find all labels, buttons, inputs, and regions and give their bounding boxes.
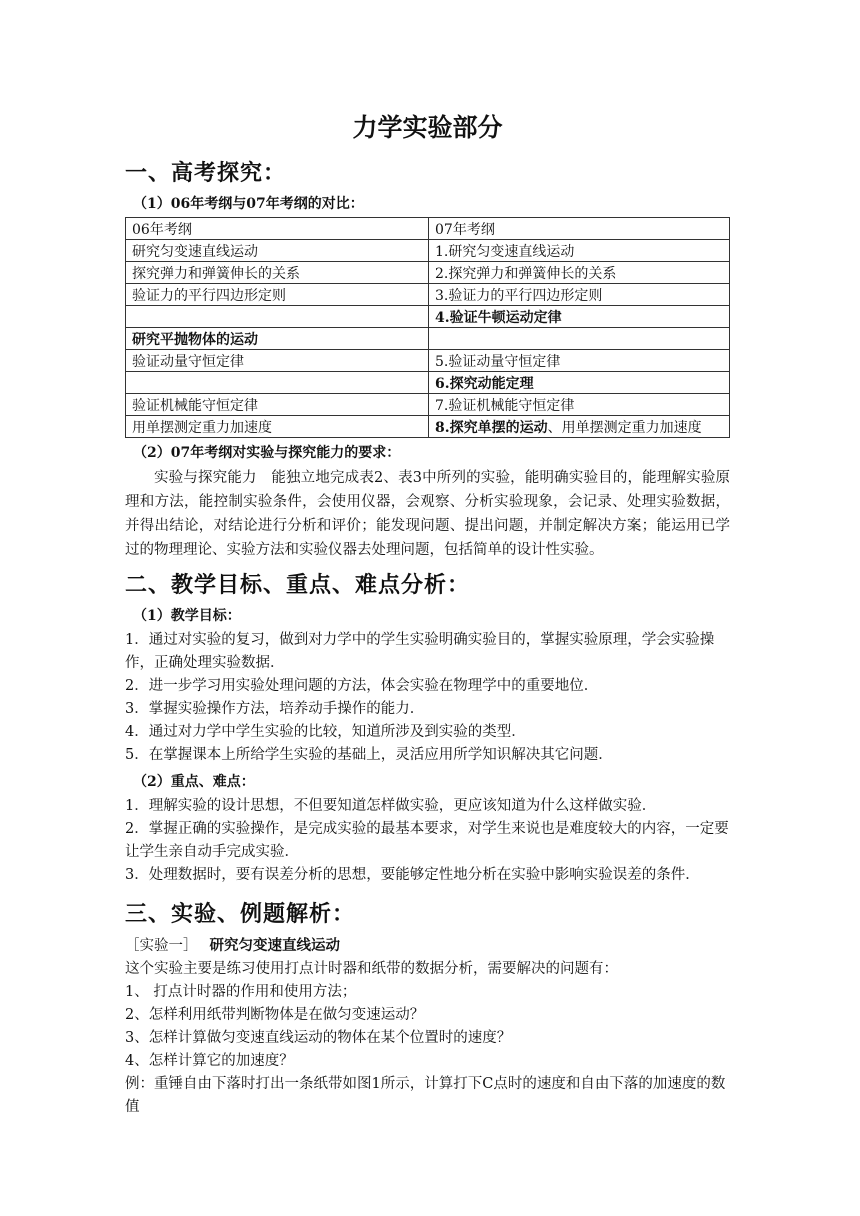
table-row xyxy=(126,284,730,306)
table-row xyxy=(126,306,730,328)
table-cell-rest: 、用单摆测定重力加速度 xyxy=(547,419,702,436)
table-cell: 4.验证牛顿运动定律 xyxy=(429,306,730,328)
table-cell: 验证动量守恒定律 xyxy=(126,350,429,372)
section1-heading: 一、高考探究： xyxy=(125,161,287,186)
goal-item: 2．进一步学习用实验处理问题的方法，体会实验在物理学中的重要地位． xyxy=(125,678,599,694)
table-cell: 6.探究动能定理 xyxy=(429,372,730,394)
section1-sub1: （1）06年考纲与07年考纲的对比： xyxy=(133,196,364,212)
key-item: 1．理解实验的设计思想，不但要知道怎样做实验，更应该知道为什么这样做实验． xyxy=(125,798,657,814)
section2-sub2: （2）重点、难点： xyxy=(133,774,255,790)
table-cell-bold: 8.探究单摆的运动 xyxy=(435,419,548,436)
table-row xyxy=(126,350,730,372)
experiment-name: 研究匀变速直线运动 xyxy=(209,937,340,954)
table-row xyxy=(126,240,730,262)
table-cell: 2.探究弹力和弹簧伸长的关系 xyxy=(429,262,730,284)
table-cell: 5.验证动量守恒定律 xyxy=(429,350,730,372)
experiment-line: 1、 打点计时器的作用和使用方法； xyxy=(125,984,357,1000)
section3-heading: 三、实验、例题解析： xyxy=(125,902,356,927)
table-cell xyxy=(126,306,429,328)
table-row xyxy=(126,416,730,438)
table-header-07: 07年考纲 xyxy=(429,218,730,240)
experiment-line: 这个实验主要是练习使用打点计时器和纸带的数据分析，需要解决的问题有： xyxy=(125,961,618,977)
table-cell xyxy=(126,372,429,394)
page-title: 力学实验部分 xyxy=(352,113,503,142)
table-cell: 用单摆测定重力加速度 xyxy=(126,416,429,438)
table-row xyxy=(126,328,730,350)
section2-heading: 二、教学目标、重点、难点分析： xyxy=(125,573,471,598)
experiment-tag: ［实验一］ xyxy=(125,938,198,954)
experiment-line: 3、怎样计算做匀变速直线运动的物体在某个位置时的速度？ xyxy=(125,1030,512,1046)
example-line: 例：重锤自由下落时打出一条纸带如图1所示，计算打下C点时的速度和自由下落的加速度的数值 xyxy=(125,1076,726,1115)
table-cell: 验证机械能守恒定律 xyxy=(126,394,429,416)
key-item: 3．处理数据时，要有误差分析的思想，要能够定性地分析在实验中影响实验误差的条件． xyxy=(125,867,700,883)
experiment-line: 4、怎样计算它的加速度？ xyxy=(125,1053,294,1069)
table-header-06: 06年考纲 xyxy=(126,218,429,240)
table-cell xyxy=(429,328,730,350)
table-cell: 探究弹力和弹簧伸长的关系 xyxy=(126,262,429,284)
table-cell: 1.研究匀变速直线运动 xyxy=(429,240,730,262)
table-cell: 7.验证机械能守恒定律 xyxy=(429,394,730,416)
goal-item: 5．在掌握课本上所给学生实验的基础上，灵活应用所学知识解决其它问题． xyxy=(125,747,613,763)
goal-item: 4．通过对力学中学生实验的比较，知道所涉及到实验的类型． xyxy=(125,724,526,740)
goal-item: 1．通过对实验的复习，做到对力学中的学生实验明确实验目的，掌握实验原理，学会实验操作，正确处理实验数据． xyxy=(125,632,715,671)
goal-item: 3．掌握实验操作方法，培养动手操作的能力． xyxy=(125,701,425,717)
experiment-title xyxy=(125,934,730,958)
requirements-paragraph: 实验与探究能力 能独立地完成表2、表3中所列的实验，能明确实验目的，能理解实验原理和方法，能控制实验条件，会使用仪器，会观察、分析实验现象，会记录、处理实验数据，并得出结论，对结论进行分析和评价；能发现问题、提出问题，并制定解决方案；能运用已学过的物理理论、实验方法和实验仪器去处理问题，包括简单的设计性实验。 xyxy=(125,470,730,558)
key-item: 2．掌握正确的实验操作，是完成实验的最基本要求，对学生来说也是难度较大的内容，一定要让学生亲自动手完成实验． xyxy=(125,821,729,860)
table-cell: 研究匀变速直线运动 xyxy=(126,240,429,262)
table-cell: 3.验证力的平行四边形定则 xyxy=(429,284,730,306)
table-header-row xyxy=(126,218,730,240)
table-cell: 研究平抛物体的运动 xyxy=(126,328,429,350)
table-cell xyxy=(429,416,730,438)
table-row xyxy=(126,372,730,394)
experiment-line: 2、怎样利用纸带判断物体是在做匀变速运动？ xyxy=(125,1007,425,1023)
section1-sub2: （2）07年考纲对实验与探究能力的要求： xyxy=(133,445,401,461)
table-cell: 验证力的平行四边形定则 xyxy=(126,284,429,306)
section2-sub1: （1）教学目标： xyxy=(133,608,241,624)
document-page xyxy=(125,108,730,1119)
table-row xyxy=(126,394,730,416)
table-row xyxy=(126,262,730,284)
syllabus-comparison-table xyxy=(125,217,730,438)
